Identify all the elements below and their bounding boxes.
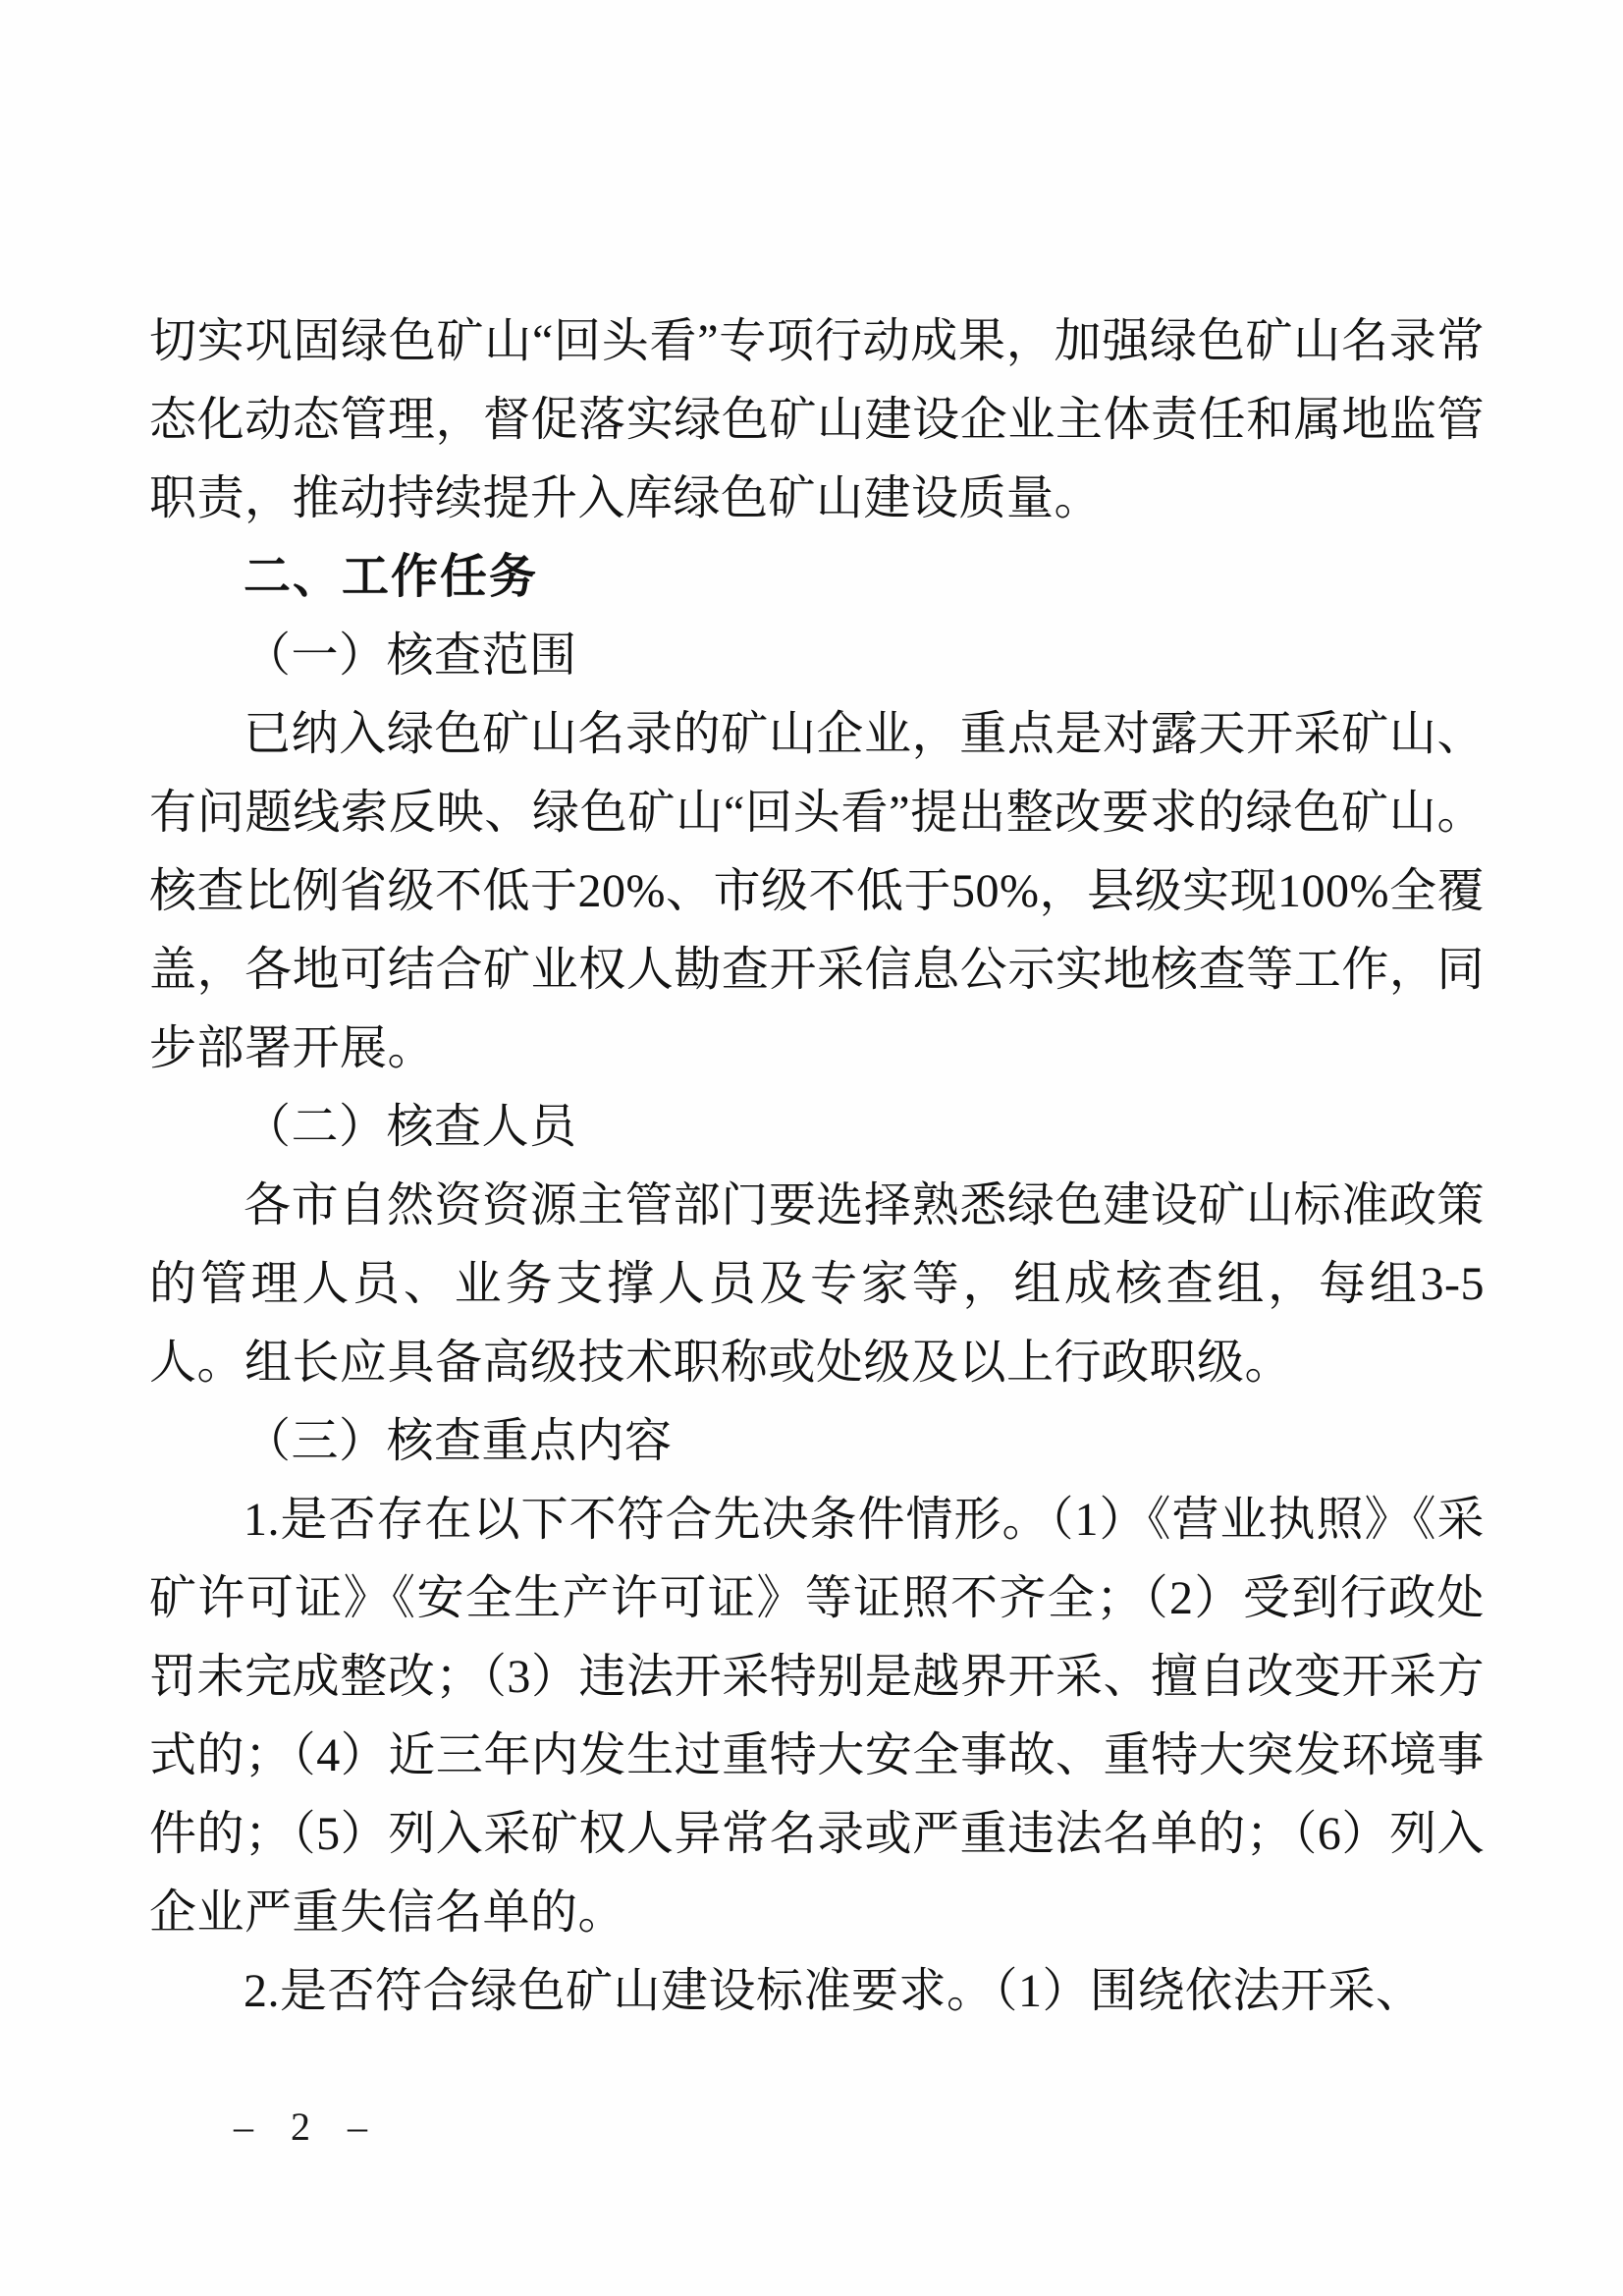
page-number: – 2 – xyxy=(234,2105,381,2149)
body-paragraph-verification-scope: 已纳入绿色矿山名录的矿山企业，重点是对露天开采矿山、有问题线索反映、绿色矿山“回头看”提出整改要求的绿色矿山。核查比例省级不低于20%、市级不低于50%，县级实现100%全覆盖，各地可结合矿业权人勘查开采信息公示实地核查等工作，同步部署开展。 xyxy=(149,708,1485,1074)
paragraph-continued-from-previous-page: 切实巩固绿色矿山“回头看”专项行动成果，加强绿色矿山名录常态化动态管理，督促落实绿色矿山建设企业主体责任和属地监管职责，推动持续提升入库绿色矿山建设质量。 xyxy=(149,315,1485,524)
body-paragraph-item-1-preconditions: 1.是否存在以下不符合先决条件情形。（1）《营业执照》《采矿许可证》《安全生产许可证》等证照不齐全；（2）受到行政处罚未完成整改；（3）违法开采特别是越界开采、擅自改变开采方式的；（4）近三年内发生过重特大安全事故、重特大突发环境事件的；（5）列入采矿权人异常名录或严重违法名单的；（6）列入企业严重失信名单的。 xyxy=(149,1494,1485,1939)
body-paragraph-item-2-standards: 2.是否符合绿色矿山建设标准要求。（1）围绕依法开采、 xyxy=(243,1965,1424,2017)
section-heading-work-tasks: 二、工作任务 xyxy=(243,551,539,603)
document-body xyxy=(149,302,1485,2031)
subsection-heading-verification-key-content: （三）核查重点内容 xyxy=(243,1415,673,1467)
subsection-heading-verification-scope: （一）核查范围 xyxy=(243,629,577,682)
body-paragraph-verification-personnel: 各市自然资资源主管部门要选择熟悉绿色建设矿山标准政策的管理人员、业务支撑人员及专家等，组成核查组，每组3-5人。组长应具备高级技术职称或处级及以上行政职级。 xyxy=(149,1179,1485,1389)
subsection-heading-verification-personnel: （二）核查人员 xyxy=(243,1101,577,1153)
